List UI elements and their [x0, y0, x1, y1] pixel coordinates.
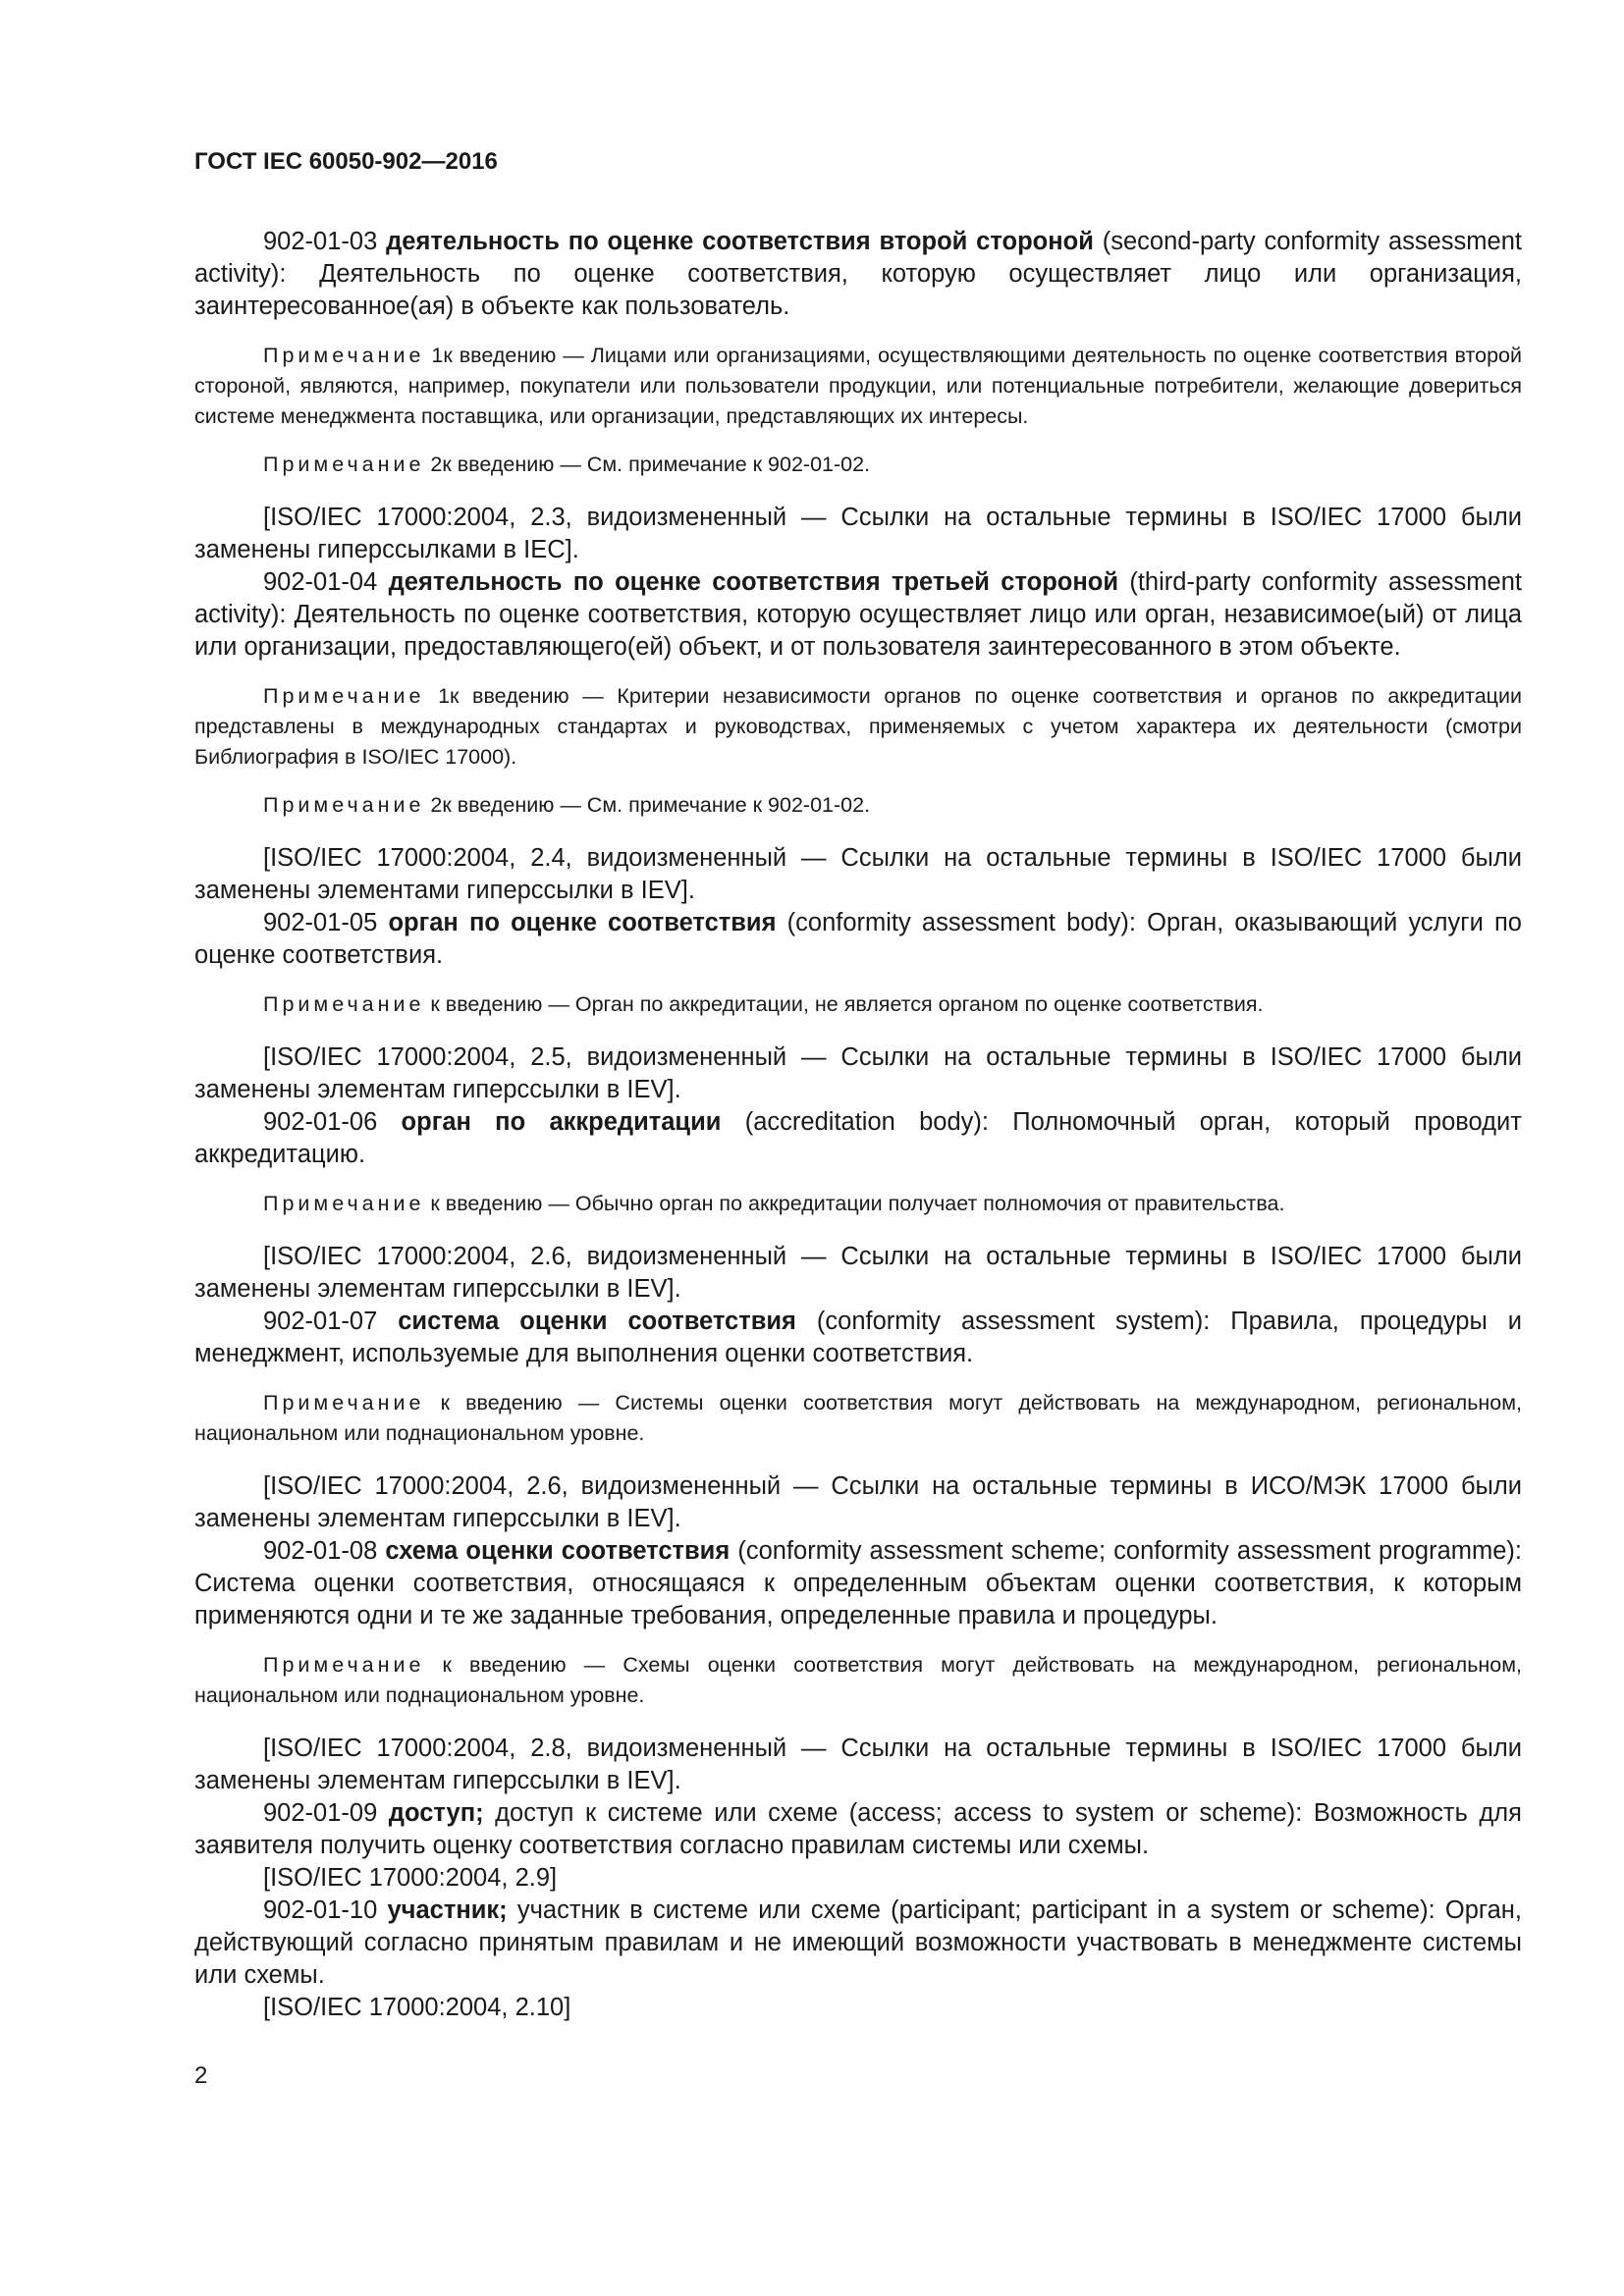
term-definition: (third-party conformity assessment activity): Деятельность по оценке соответствия, которую осуществляет лицо или орган, независимое(ый) от лица или организации, предоставляющего(ей) объект, и от пользователя заинтересованного в этом объекте. [194, 568, 1522, 661]
note [194, 989, 1522, 1020]
note-label: Примечание [263, 1391, 425, 1415]
note-label: Примечание [263, 684, 425, 708]
note-label: Примечание [263, 344, 425, 367]
note-label: Примечание [263, 793, 425, 817]
note [194, 341, 1522, 432]
source-reference: [ISO/IEC 17000:2004, 2.8, видоизмененный — Ссылки на остальные термины в ISO/IEC 17000 были заменены элементам гиперссылки в IEV]. [194, 1735, 1522, 1794]
note-label: Примечание [263, 992, 425, 1016]
term-name: участник; [387, 1896, 508, 1924]
term-name: схема оценки соответствия [385, 1537, 731, 1565]
entry-number: 902-01-05 [263, 909, 378, 936]
note [194, 790, 1522, 821]
note-text: 1к введению — Критерии независимости органов по оценке соответствия и органов по аккредитации представлены в международных стандартах и руководствах, применяемых с учетом характера их деятельности (смотри Библиография в ISO/IEC 17000). [194, 684, 1522, 769]
term-definition: (conformity assessment body): Орган, оказывающий услуги по оценке соответствия. [194, 909, 1522, 969]
source-reference: [ISO/IEC 17000:2004, 2.10] [263, 1994, 571, 2021]
term-definition: (second-party conformity assessment activity): Деятельность по оценке соответствия, которую осуществляет лицо или организация, заинтересованное(ая) в объекте как пользователь. [194, 228, 1522, 320]
document-page [194, 147, 1522, 2024]
entry-number: 902-01-10 [263, 1896, 378, 1924]
entry-number: 902-01-08 [263, 1537, 378, 1565]
term-entry-902-01-03 [194, 226, 1522, 323]
note-text: к введению — Орган по аккредитации, не является органом по оценке соответствия. [424, 992, 1264, 1016]
source-reference: [ISO/IEC 17000:2004, 2.6, видоизмененный — Ссылки на остальные термины в ISO/IEC 17000 были заменены элементам гиперссылки в IEV]. [194, 1243, 1522, 1303]
entry-number: 902-01-09 [263, 1799, 378, 1827]
entry-number: 902-01-06 [263, 1108, 378, 1136]
source-reference: [ISO/IEC 17000:2004, 2.6, видоизмененный — Ссылки на остальные термины в ИСО/МЭК 17000 были заменены элементам гиперссылки в IEV]. [194, 1472, 1522, 1532]
note-label: Примечание [263, 453, 425, 476]
note-text: 1к введению — Лицами или организациями, осуществляющими деятельность по оценке соответствия второй стороной, являются, например, покупатели или пользователи продукции, или потенциальные потребители, желающие довериться системе менеджмента поставщика, или организации, представляющих их интересы. [194, 344, 1522, 428]
document-header: ГОСТ IEC 60050-902—2016 [194, 148, 498, 175]
term-definition: участник в системе или схеме (participant; participant in a system or scheme): Орган, действующий согласно принятым правилам и не имеющий возможности участвовать в менеджменте системы или схемы. [194, 1896, 1522, 1989]
page-number: 2 [194, 2062, 208, 2089]
term-entry-902-01-04 [194, 566, 1522, 664]
term-name: доступ; [388, 1799, 484, 1827]
term-definition: (conformity assessment system): Правила, процедуры и менеджмент, используемые для выполнения оценки соответствия. [194, 1308, 1522, 1367]
term-name: деятельность по оценке соответствия третьей стороной [388, 568, 1118, 596]
note [194, 681, 1522, 773]
term-entry-902-01-06 [194, 1106, 1522, 1171]
term-entry-902-01-05 [194, 907, 1522, 972]
note [194, 450, 1522, 480]
source-reference: [ISO/IEC 17000:2004, 2.3, видоизмененный — Ссылки на остальные термины в ISO/IEC 17000 были заменены гиперссылками в IEC]. [194, 504, 1522, 563]
note-text: 2к введению — См. примечание к 902-01-02. [424, 793, 871, 817]
note [194, 1388, 1522, 1449]
term-name: орган по оценке соответствия [388, 909, 777, 936]
source-reference: [ISO/IEC 17000:2004, 2.5, видоизмененный — Ссылки на остальные термины в ISO/IEC 17000 были заменены элементам гиперссылки в IEV]. [194, 1043, 1522, 1103]
note-text: 2к введению — См. примечание к 902-01-02. [424, 453, 871, 476]
source-reference: [ISO/IEC 17000:2004, 2.4, видоизмененный — Ссылки на остальные термины в ISO/IEC 17000 были заменены элементами гиперссылки в IEV]. [194, 844, 1522, 904]
term-definition: (conformity assessment scheme; conformity assessment programme): Система оценки соответствия, относящаяся к определенным объектам оценки соответствия, к которым применяются одни и те же заданные требования, определенные правила и процедуры. [194, 1537, 1522, 1629]
note [194, 1189, 1522, 1219]
note-text: к введению — Системы оценки соответствия могут действовать на международном, региональном, национальном или поднациональном уровне. [194, 1391, 1522, 1445]
source-reference: [ISO/IEC 17000:2004, 2.9] [263, 1864, 558, 1892]
term-entry-902-01-09 [194, 1797, 1522, 1862]
entry-number: 902-01-04 [263, 568, 378, 596]
term-name: система оценки соответствия [398, 1308, 796, 1335]
term-definition: доступ к системе или схеме (access; access to system or scheme): Возможность для заявителя получить оценку соответствия согласно правилам системы или схемы. [194, 1799, 1522, 1859]
note-label: Примечание [263, 1192, 425, 1215]
term-entry-902-01-07 [194, 1306, 1522, 1370]
term-name: орган по аккредитации [401, 1108, 722, 1136]
term-entry-902-01-08 [194, 1535, 1522, 1632]
term-name: деятельность по оценке соответствия второй стороной [386, 228, 1094, 255]
note-text: к введению — Обычно орган по аккредитации получает полномочия от правительства. [424, 1192, 1285, 1215]
note-label: Примечание [263, 1653, 425, 1677]
note-text: к введению — Схемы оценки соответствия могут действовать на международном, региональном, национальном или поднациональном уровне. [194, 1653, 1522, 1707]
term-definition: (accreditation body): Полномочный орган, который проводит аккредитацию. [194, 1108, 1522, 1168]
note [194, 1650, 1522, 1711]
term-entry-902-01-10 [194, 1895, 1522, 1992]
entry-number: 902-01-03 [263, 228, 378, 255]
entry-number: 902-01-07 [263, 1308, 378, 1335]
